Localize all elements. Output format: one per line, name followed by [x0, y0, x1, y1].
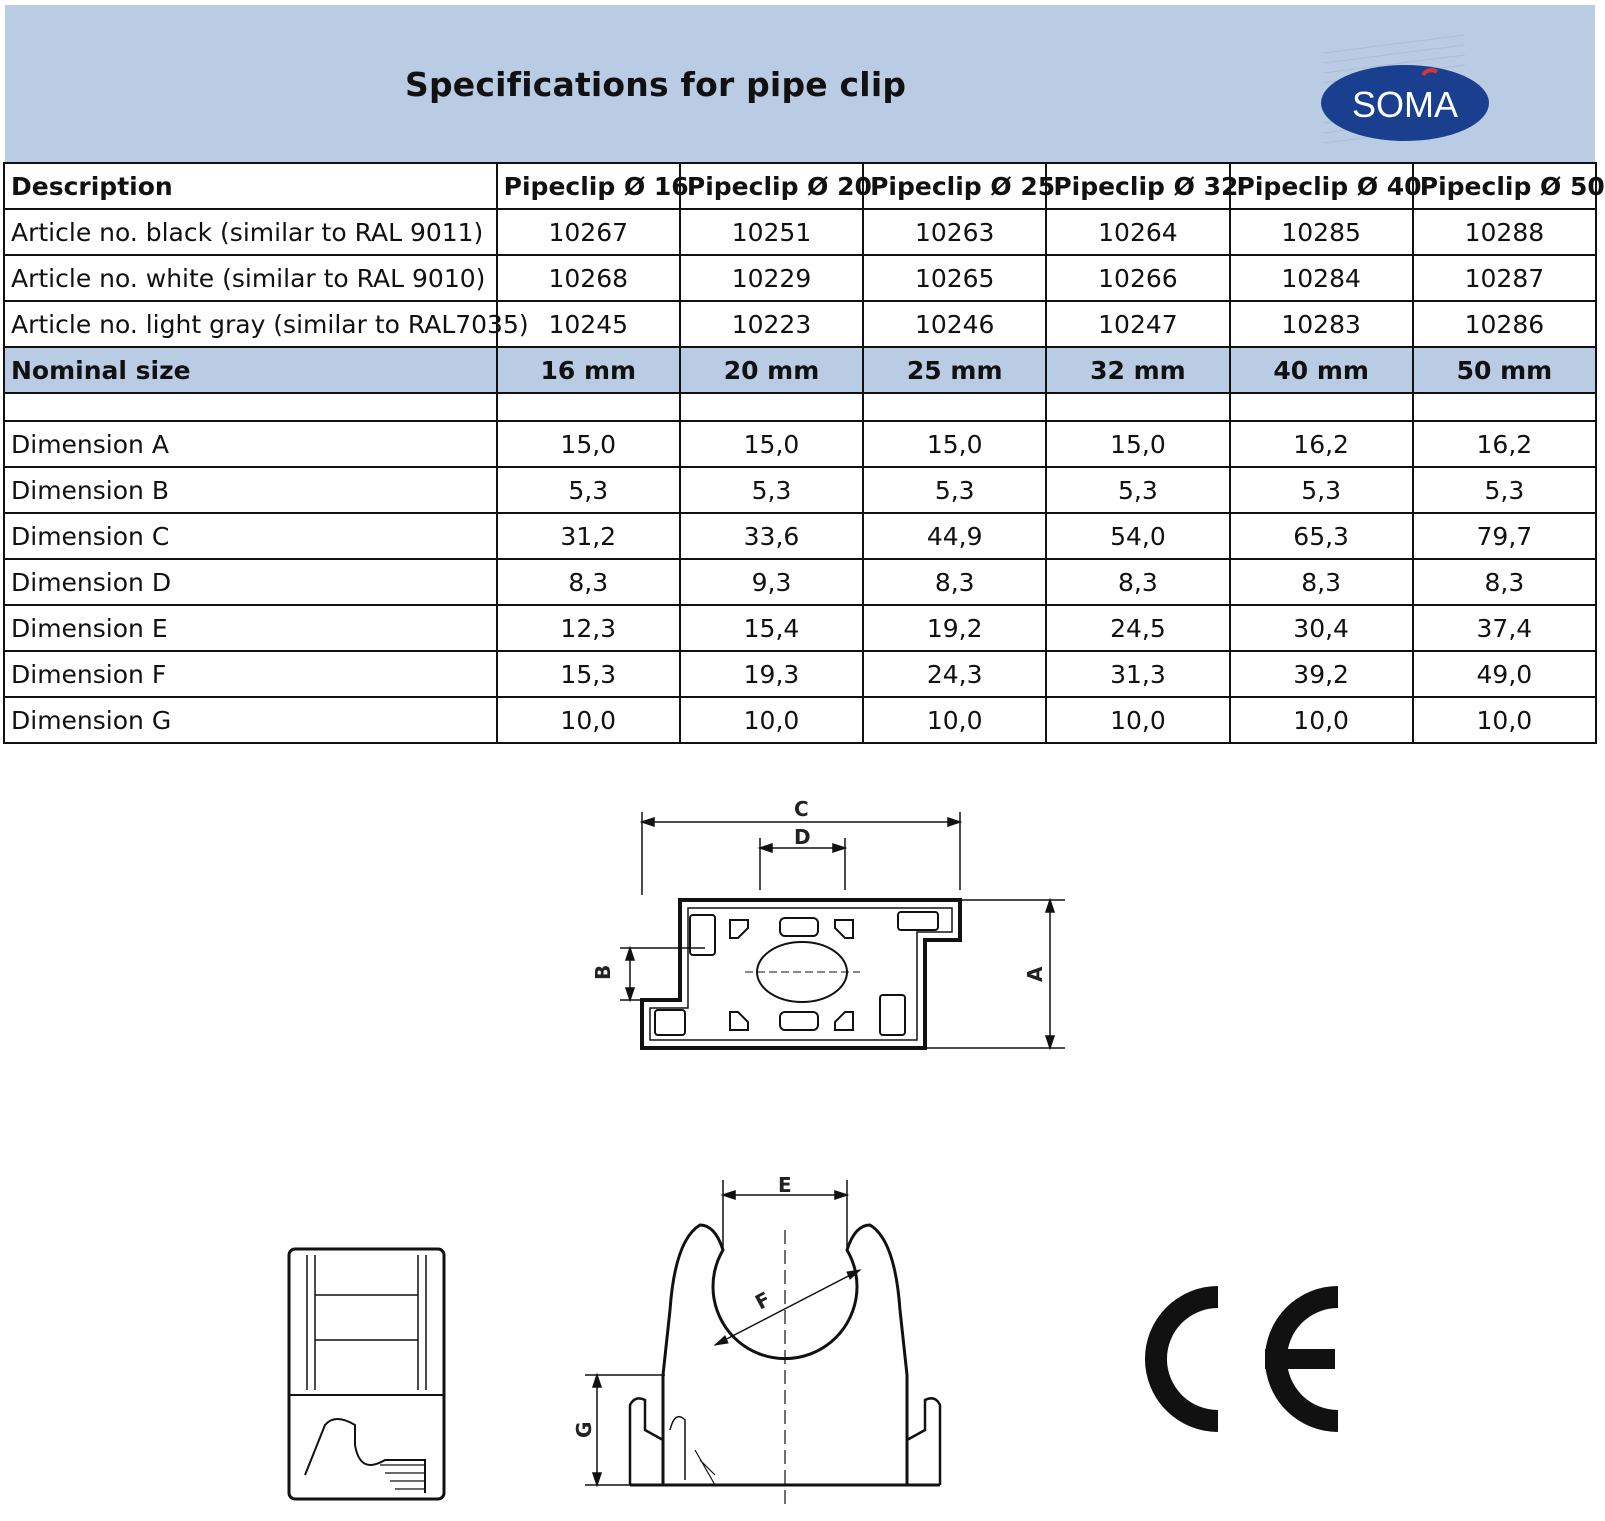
- header-band: [5, 5, 1595, 162]
- row-label: Dimension E: [4, 605, 497, 651]
- logo-text: SOMA: [1351, 84, 1459, 125]
- dim-label-d: D: [794, 825, 811, 849]
- row-label: Dimension F: [4, 651, 497, 697]
- table-cell: 5,3: [680, 467, 863, 513]
- table-row: [4, 697, 1596, 743]
- row-label: Dimension G: [4, 697, 497, 743]
- table-cell: 33,6: [680, 513, 863, 559]
- table-cell: 10266: [1046, 255, 1229, 301]
- table-cell: 20 mm: [680, 347, 863, 393]
- table-cell: 49,0: [1413, 651, 1596, 697]
- table-cell: 10,0: [863, 697, 1046, 743]
- header-pipeclip-50: Pipeclip Ø 50: [1413, 163, 1596, 209]
- table-cell: 5,3: [1230, 467, 1413, 513]
- header-pipeclip-40: Pipeclip Ø 40: [1230, 163, 1413, 209]
- table-cell: 10,0: [1230, 697, 1413, 743]
- table-cell: 10285: [1230, 209, 1413, 255]
- header-description: Description: [4, 163, 497, 209]
- table-cell: 10223: [680, 301, 863, 347]
- header-pipeclip-25: Pipeclip Ø 25: [863, 163, 1046, 209]
- table-cell: 10229: [680, 255, 863, 301]
- table-cell: 19,2: [863, 605, 1046, 651]
- dim-label-e: E: [778, 1173, 792, 1197]
- table-cell: 30,4: [1230, 605, 1413, 651]
- table-cell: 5,3: [497, 467, 680, 513]
- table-cell: 10,0: [1413, 697, 1596, 743]
- table-cell: 10245: [497, 301, 680, 347]
- table-cell: 19,3: [680, 651, 863, 697]
- table-cell: 15,0: [1046, 421, 1229, 467]
- header-pipeclip-32: Pipeclip Ø 32: [1046, 163, 1229, 209]
- table-row: [4, 209, 1596, 255]
- table-cell: 15,4: [680, 605, 863, 651]
- soma-logo-icon: [1315, 23, 1515, 153]
- header-pipeclip-20: Pipeclip Ø 20: [680, 163, 863, 209]
- spec-table: [3, 162, 1605, 744]
- row-label: Dimension C: [4, 513, 497, 559]
- table-cell: 8,3: [1413, 559, 1596, 605]
- table-cell: 37,4: [1413, 605, 1596, 651]
- table-cell: 10,0: [680, 697, 863, 743]
- table-cell: 16 mm: [497, 347, 680, 393]
- dim-label-c: C: [794, 797, 809, 821]
- table-cell: 31,3: [1046, 651, 1229, 697]
- table-header-row: [4, 163, 1596, 209]
- table-cell: 10264: [1046, 209, 1229, 255]
- row-label: Article no. black (similar to RAL 9011): [4, 209, 497, 255]
- side-view-drawing: [285, 1245, 455, 1505]
- table-cell: 31,2: [497, 513, 680, 559]
- table-cell: 25 mm: [863, 347, 1046, 393]
- table-row: [4, 421, 1596, 467]
- row-label: Nominal size: [4, 347, 497, 393]
- page-title: Specifications for pipe clip: [405, 65, 907, 104]
- table-cell: 65,3: [1230, 513, 1413, 559]
- table-row: [4, 513, 1596, 559]
- spacer-row: [4, 393, 1596, 421]
- table-row: [4, 651, 1596, 697]
- table-cell: 9,3: [680, 559, 863, 605]
- row-label: Dimension D: [4, 559, 497, 605]
- top-view-drawing: [580, 797, 1080, 1070]
- nominal-size-row: [4, 347, 1596, 393]
- table-cell: 10267: [497, 209, 680, 255]
- dim-label-a: A: [1023, 966, 1047, 982]
- row-label: Dimension A: [4, 421, 497, 467]
- table-cell: 8,3: [497, 559, 680, 605]
- table-cell: 10,0: [497, 697, 680, 743]
- table-cell: 54,0: [1046, 513, 1229, 559]
- table-cell: 8,3: [863, 559, 1046, 605]
- table-cell: 44,9: [863, 513, 1046, 559]
- ce-mark-icon: [1140, 1285, 1350, 1435]
- table-cell: 5,3: [863, 467, 1046, 513]
- table-cell: 79,7: [1413, 513, 1596, 559]
- table-cell: 10268: [497, 255, 680, 301]
- table-cell: 10251: [680, 209, 863, 255]
- row-label: Article no. white (similar to RAL 9010): [4, 255, 497, 301]
- table-cell: 15,0: [497, 421, 680, 467]
- table-cell: 10286: [1413, 301, 1596, 347]
- front-view-drawing: [572, 1173, 965, 1510]
- table-cell: 15,0: [863, 421, 1046, 467]
- table-cell: 16,2: [1413, 421, 1596, 467]
- table-row: [4, 301, 1596, 347]
- table-cell: 50 mm: [1413, 347, 1596, 393]
- table-cell: 10246: [863, 301, 1046, 347]
- row-label: Dimension B: [4, 467, 497, 513]
- table-row: [4, 559, 1596, 605]
- table-cell: 10288: [1413, 209, 1596, 255]
- table-cell: 40 mm: [1230, 347, 1413, 393]
- table-cell: 39,2: [1230, 651, 1413, 697]
- dim-label-f: F: [751, 1286, 775, 1315]
- table-cell: 15,3: [497, 651, 680, 697]
- table-cell: 10284: [1230, 255, 1413, 301]
- table-cell: 24,3: [863, 651, 1046, 697]
- dim-label-g: G: [572, 1421, 596, 1438]
- table-row: [4, 605, 1596, 651]
- table-cell: 10283: [1230, 301, 1413, 347]
- ce-mark-text: CE: [1140, 1285, 1142, 1286]
- table-cell: 10265: [863, 255, 1046, 301]
- row-label: Article no. light gray (similar to RAL7035): [4, 301, 497, 347]
- table-cell: 5,3: [1413, 467, 1596, 513]
- dim-label-b: B: [591, 964, 615, 980]
- table-cell: 12,3: [497, 605, 680, 651]
- table-cell: 10263: [863, 209, 1046, 255]
- table-cell: 24,5: [1046, 605, 1229, 651]
- table-cell: 16,2: [1230, 421, 1413, 467]
- table-cell: 10,0: [1046, 697, 1229, 743]
- table-cell: 10247: [1046, 301, 1229, 347]
- table-cell: 32 mm: [1046, 347, 1229, 393]
- table-cell: 10287: [1413, 255, 1596, 301]
- table-cell: 15,0: [680, 421, 863, 467]
- table-cell: 8,3: [1230, 559, 1413, 605]
- table-cell: 8,3: [1046, 559, 1229, 605]
- table-cell: 5,3: [1046, 467, 1229, 513]
- table-row: [4, 467, 1596, 513]
- header-pipeclip-16: Pipeclip Ø 16: [497, 163, 680, 209]
- table-row: [4, 255, 1596, 301]
